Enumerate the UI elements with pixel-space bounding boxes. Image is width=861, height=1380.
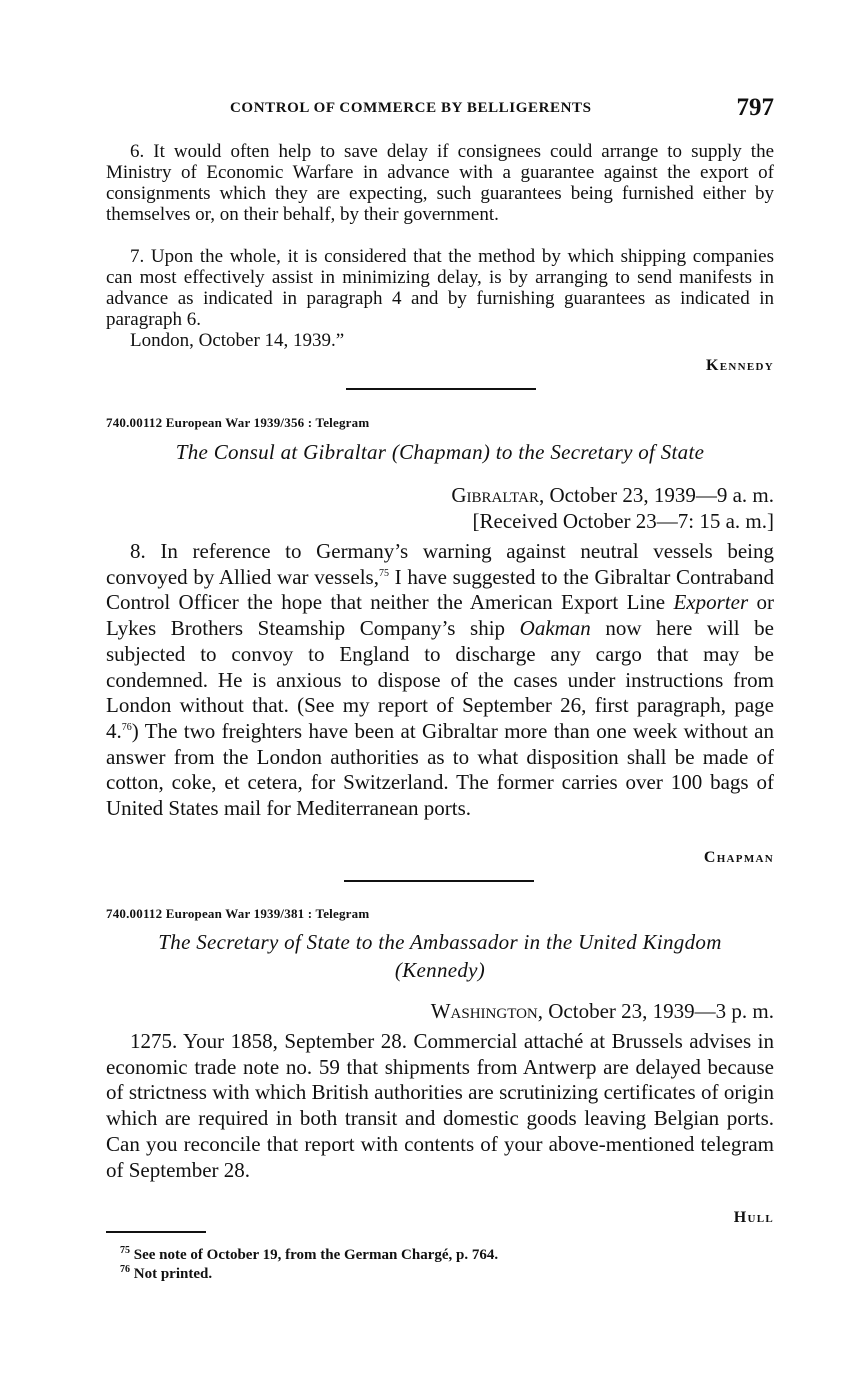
running-head: CONTROL OF COMMERCE BY BELLIGERENTS — [230, 100, 592, 116]
signature-hull: Hull — [733, 1209, 774, 1226]
dateline-date: October 23, 1939—3 p. m. — [548, 999, 774, 1023]
file-reference: 740.00112 European War 1939/381 : Telegram — [106, 906, 370, 921]
body-text: 8. In reference to Germany’s warning against neutral vessels being convoyed by Allied war vessels, — [106, 539, 774, 589]
ship-name: Exporter — [673, 590, 749, 615]
footnote-ref: 76 — [121, 721, 132, 733]
telegram-body — [106, 539, 774, 822]
footnote-ref: 75 — [378, 567, 389, 579]
body-text: or Lykes Brothers Steamship Company’s ship — [106, 590, 775, 641]
footnote-text: Not printed. — [133, 1266, 213, 1282]
file-reference: 740.00112 European War 1939/356 : Telegram — [106, 415, 370, 430]
footnote — [120, 1246, 498, 1265]
title-line: (Kennedy) — [394, 958, 486, 982]
footnote-marker: 75 — [120, 1245, 130, 1256]
dateline — [431, 998, 774, 1024]
received-line: [Received October 23—7: 15 a. m.] — [472, 509, 774, 533]
signature-chapman: Chapman — [703, 849, 774, 866]
body-text: I have suggested to the Gibraltar Contraband Control Officer the hope that neither the American Export Line — [106, 564, 774, 615]
page-header — [106, 94, 774, 120]
dateline-date: October 23, 1939—9 a. m. — [549, 483, 774, 507]
closing-line: London, October 14, 1939.” — [130, 330, 345, 351]
dateline-place: Gibraltar, — [451, 483, 545, 507]
section-divider — [346, 388, 536, 390]
footnote-rule — [106, 1231, 206, 1233]
dateline — [451, 482, 774, 508]
body-text: now here will be subjected to convoy to England to discharge any cargo that may be condemned. He is anxious to dispose of the cases under instructions from London without that. (See my report of September 26, first paragraph, page 4. — [106, 616, 774, 743]
footnote-text: See note of October 19, from the German Chargé, p. 764. — [133, 1247, 499, 1263]
signature-kennedy: Kennedy — [706, 357, 774, 374]
document-title: The Consul at Gibraltar (Chapman) to the Secretary of State — [175, 440, 705, 464]
page-number: 797 — [736, 94, 774, 121]
telegram-body: 1275. Your 1858, September 28. Commercial attaché at Brussels advises in economic trade note no. 59 that shipments from Antwerp are delayed because of strictness with which British authorities are scrutinizing certificates of origin which are required in both transit and domestic goods leaving Belgian ports. Can you reconcile that report with contents of your above-mentioned telegram of September 28. — [106, 1029, 774, 1182]
section-divider — [344, 880, 534, 882]
ship-name: Oakman — [519, 616, 591, 641]
dateline-place: Washington, — [430, 999, 544, 1023]
document-title — [106, 928, 774, 984]
footnote-marker: 76 — [120, 1264, 130, 1275]
paragraph-6: 6. It would often help to save delay if consignees could arrange to supply the Ministry of Economic Warfare in advance with a guarantee against the export of consignments which they are expecting, such guarantees being furnished either by themselves or, on their behalf, by their government. — [106, 141, 774, 225]
paragraph-7: 7. Upon the whole, it is considered that the method by which shipping companies can most effectively assist in minimizing delay, is by arranging to send manifests in advance as indicated in paragraph 4 and by furnishing guarantees as indicated in paragraph 6. — [106, 246, 774, 330]
body-text: ) The two freighters have been at Gibraltar more than one week without an answer from the London authorities as to what disposition shall be made of cotton, coke, et cetera, for Switzerland. The former carries over 100 bags of United States mail for Mediterranean ports. — [106, 718, 774, 821]
title-line: The Secretary of State to the Ambassador in the United Kingdom — [158, 930, 722, 954]
footnote — [120, 1265, 212, 1284]
